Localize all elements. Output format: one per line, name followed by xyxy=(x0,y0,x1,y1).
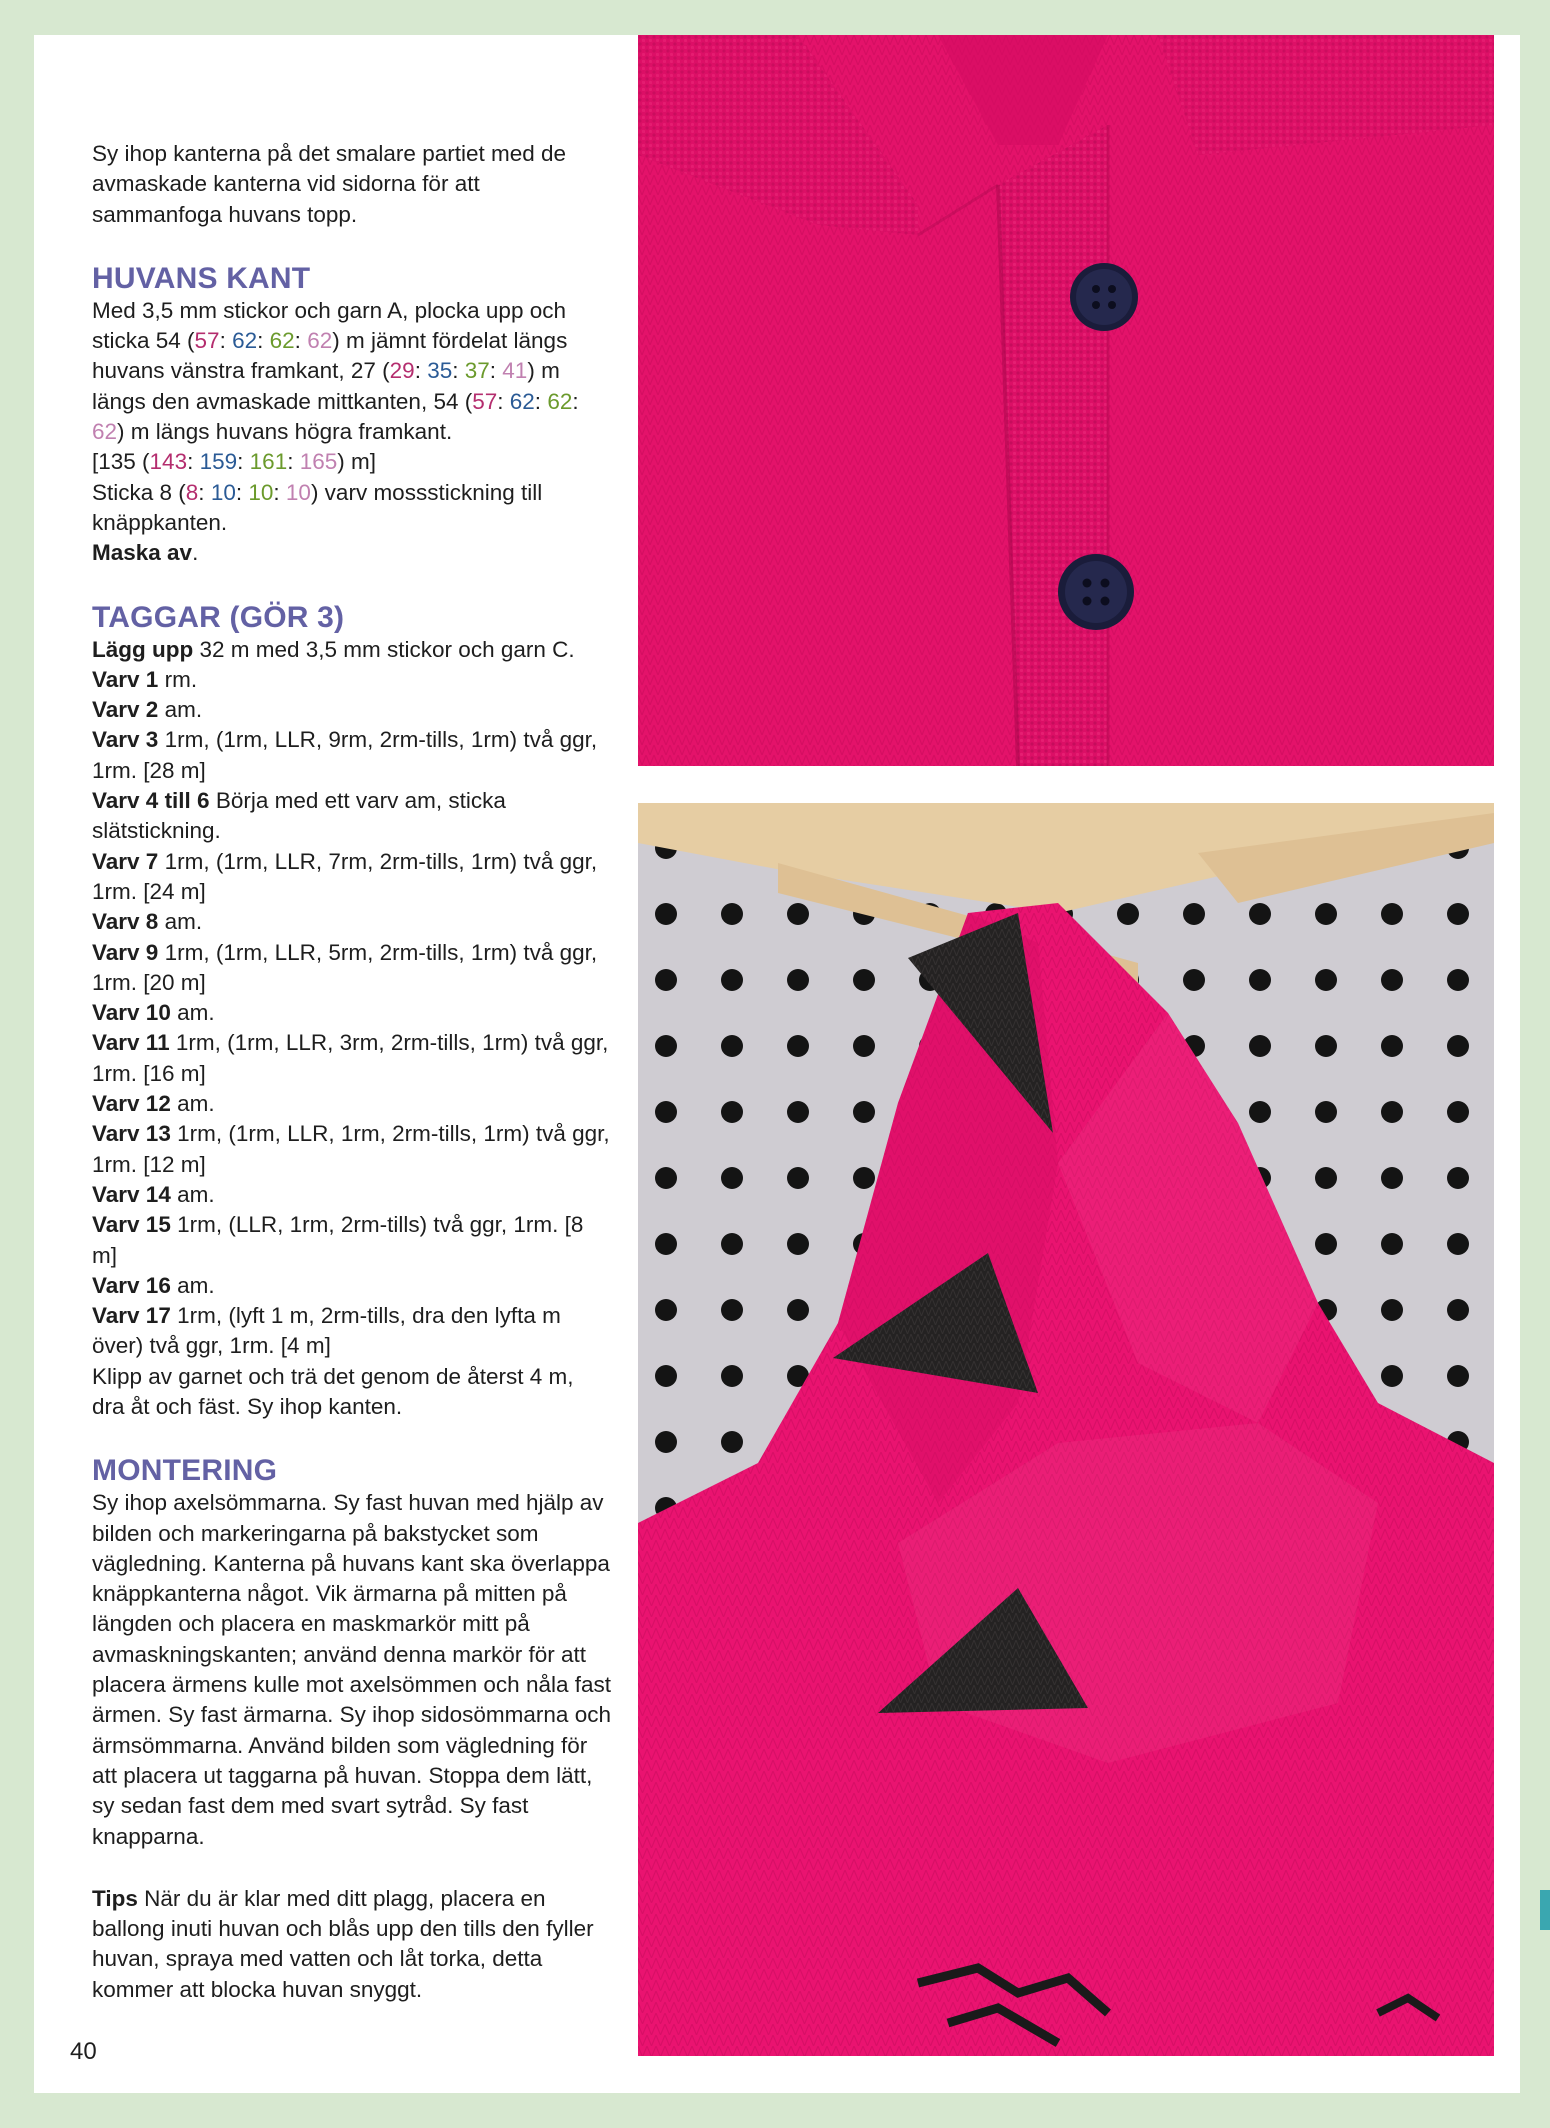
row-label: Varv 9 xyxy=(92,939,159,965)
intro-text: Sy ihop kanterna på det smalare partiet med de avmaskade kanterna vid sidorna för att sammanfoga huvans topp. xyxy=(92,141,567,227)
size-value: 62 xyxy=(269,328,295,354)
hood-image xyxy=(638,803,1494,2056)
row-label: Varv 16 xyxy=(92,1272,171,1298)
row-label: Varv 17 xyxy=(92,1303,171,1329)
size-value: 10 xyxy=(285,479,311,505)
size-value: 62 xyxy=(232,328,258,354)
row-label: Varv 11 xyxy=(92,1030,170,1056)
row-label: Varv 4 till 6 xyxy=(92,788,210,814)
size-value: 62 xyxy=(92,419,118,445)
row-label: Varv 8 xyxy=(92,909,159,935)
separator: : xyxy=(534,388,548,414)
separator: : xyxy=(198,479,211,505)
text-run: ) m] xyxy=(337,449,377,475)
row-label: Varv 12 xyxy=(92,1091,171,1117)
row-label: Varv 10 xyxy=(92,1000,171,1026)
size-value: 62 xyxy=(307,328,333,354)
row-instruction: 1rm, (1rm, LLR, 5rm, 2rm-tills, 1rm) två ggr, 1rm. [20 m] xyxy=(92,939,598,995)
separator: : xyxy=(273,479,286,505)
size-value: 57 xyxy=(194,328,220,354)
montering-text: Sy ihop axelsömmarna. Sy fast huvan med hjälp av bilden och markeringarna på bakstycket som vägledning. Kanterna på huvans kant ska överlappa knäppkanterna något. Vik ärmarna på mitten på längden och placera en maskmarkör mitt på avmaskningskanten; använd denna markör för att placera ärmens kulle mot axelsömmen och nåla fast ärmen. Sy fast ärmarna. Sy ihop sidosömmarna och ärmsömmarna. Använd bilden som vägledning för att placera ut taggarna på huvan. Stoppa dem lätt, sy sedan fast dem med svart sytråd. Sy fast knapparna. xyxy=(92,1490,611,1849)
edge-tab xyxy=(1540,1890,1550,1930)
size-value: 165 xyxy=(299,449,338,475)
taggar-row xyxy=(92,1180,612,1210)
row-instruction: Börja med ett varv am, sticka slätstickning. xyxy=(92,788,506,844)
taggar-finish: Klipp av garnet och trä det genom de återst 4 m, dra åt och fäst. Sy ihop kanten. xyxy=(92,1363,574,1419)
row-label: Varv 7 xyxy=(92,848,159,874)
text-run: När du är klar med ditt plagg, placera en ballong inuti huvan och blås upp den tills den fyller huvan, spraya med vatten och låt torka, detta kommer att blocka huvan snyggt. xyxy=(92,1885,594,2002)
size-value: 29 xyxy=(389,358,415,384)
row-instruction: 1rm, (lyft 1 m, 2rm-tills, dra den lyfta m över) två ggr, 1rm. [4 m] xyxy=(92,1303,561,1359)
size-value: 57 xyxy=(472,388,498,414)
row-instruction: 1rm, (1rm, LLR, 1rm, 2rm-tills, 1rm) två ggr, 1rm. [12 m] xyxy=(92,1121,610,1177)
row-instruction: am. xyxy=(170,1091,215,1117)
page-number: 40 xyxy=(70,2038,97,2065)
size-value: 62 xyxy=(547,388,573,414)
row-instruction: am. xyxy=(158,909,203,935)
row-label: Lägg upp xyxy=(92,636,194,662)
tips-text xyxy=(92,1884,612,2005)
text-run: Med 3,5 mm stickor och garn A, plocka upp och sticka 54 ( xyxy=(92,297,566,354)
photo-button-band xyxy=(638,35,1494,766)
instructions-column xyxy=(92,139,612,2005)
bold-label: Maska av xyxy=(92,540,193,566)
separator: : xyxy=(414,358,428,384)
taggar-row xyxy=(92,998,612,1028)
separator: : xyxy=(235,479,249,505)
button-band-image xyxy=(638,35,1494,766)
size-value: 10 xyxy=(248,479,274,505)
row-label: Varv 3 xyxy=(92,727,159,753)
row-label: Varv 2 xyxy=(92,697,159,723)
taggar-row xyxy=(92,635,612,665)
taggar-row xyxy=(92,1028,612,1089)
separator: : xyxy=(572,388,579,414)
row-label: Varv 15 xyxy=(92,1212,171,1238)
tips-label: Tips xyxy=(92,1885,138,1911)
size-value: 161 xyxy=(249,449,288,475)
taggar-row xyxy=(92,786,612,847)
huvans-kant-para1 xyxy=(92,296,612,447)
taggar-row xyxy=(92,725,612,786)
separator: : xyxy=(497,388,510,414)
text-run: ) m längs den avmaskade mittkanten, 54 ( xyxy=(92,358,560,414)
row-instruction: 1rm, (1rm, LLR, 7rm, 2rm-tills, 1rm) två ggr, 1rm. [24 m] xyxy=(92,848,598,904)
size-value: 159 xyxy=(199,449,238,475)
size-value: 41 xyxy=(502,358,528,384)
separator: : xyxy=(237,449,250,475)
separator: : xyxy=(257,328,270,354)
text-run: . xyxy=(192,540,199,566)
taggar-row xyxy=(92,1210,612,1271)
photo-hood-spikes xyxy=(638,803,1494,2056)
separator: : xyxy=(294,328,308,354)
button-top-icon xyxy=(1070,263,1138,331)
text-run: Sticka 8 ( xyxy=(92,479,186,505)
huvans-kant-cast-off xyxy=(92,538,612,568)
text-run: [135 ( xyxy=(92,449,150,475)
taggar-row xyxy=(92,1089,612,1119)
size-value: 10 xyxy=(210,479,236,505)
row-instruction: am. xyxy=(170,1272,215,1298)
text-run: ) m längs huvans högra framkant. xyxy=(117,419,453,445)
separator: : xyxy=(287,449,300,475)
taggar-row xyxy=(92,1119,612,1180)
text-run: ) m jämnt fördelat längs huvans vänstra framkant, 27 ( xyxy=(92,328,568,384)
separator: : xyxy=(219,328,233,354)
huvans-kant-total xyxy=(92,447,612,477)
taggar-row xyxy=(92,847,612,908)
row-instruction: 1rm, (1rm, LLR, 3rm, 2rm-tills, 1rm) två ggr, 1rm. [16 m] xyxy=(92,1030,609,1086)
row-label: Varv 1 xyxy=(92,666,159,692)
heading-montering: MONTERING xyxy=(92,1454,278,1488)
text-run: ) varv mossstickning till knäppkanten. xyxy=(92,479,543,535)
row-instruction: am. xyxy=(158,697,203,723)
heading-taggar: TAGGAR (GÖR 3) xyxy=(92,600,345,634)
taggar-row xyxy=(92,1301,612,1362)
row-instruction: 1rm, (LLR, 1rm, 2rm-tills) två ggr, 1rm. [8 m] xyxy=(92,1212,584,1268)
heading-huvans-kant: HUVANS KANT xyxy=(92,261,311,295)
row-instruction: 1rm, (1rm, LLR, 9rm, 2rm-tills, 1rm) två ggr, 1rm. [28 m] xyxy=(92,727,598,783)
taggar-row xyxy=(92,1271,612,1301)
taggar-rows xyxy=(92,635,612,1362)
separator: : xyxy=(187,449,200,475)
row-instruction: am. xyxy=(170,1181,215,1207)
huvans-kant-rows xyxy=(92,478,612,539)
taggar-row xyxy=(92,907,612,937)
size-value: 8 xyxy=(185,479,199,505)
separator: : xyxy=(489,358,503,384)
taggar-row xyxy=(92,695,612,725)
row-label: Varv 14 xyxy=(92,1181,171,1207)
taggar-row xyxy=(92,665,612,695)
row-label: Varv 13 xyxy=(92,1121,171,1147)
row-instruction: rm. xyxy=(158,666,198,692)
row-instruction: am. xyxy=(170,1000,215,1026)
page xyxy=(34,35,1520,2093)
size-value: 37 xyxy=(464,358,490,384)
taggar-row xyxy=(92,938,612,999)
separator: : xyxy=(452,358,465,384)
row-instruction: 32 m med 3,5 mm stickor och garn C. xyxy=(193,636,575,662)
button-bottom-icon xyxy=(1058,554,1134,630)
size-value: 62 xyxy=(509,388,535,414)
size-value: 35 xyxy=(427,358,453,384)
size-value: 143 xyxy=(149,449,188,475)
